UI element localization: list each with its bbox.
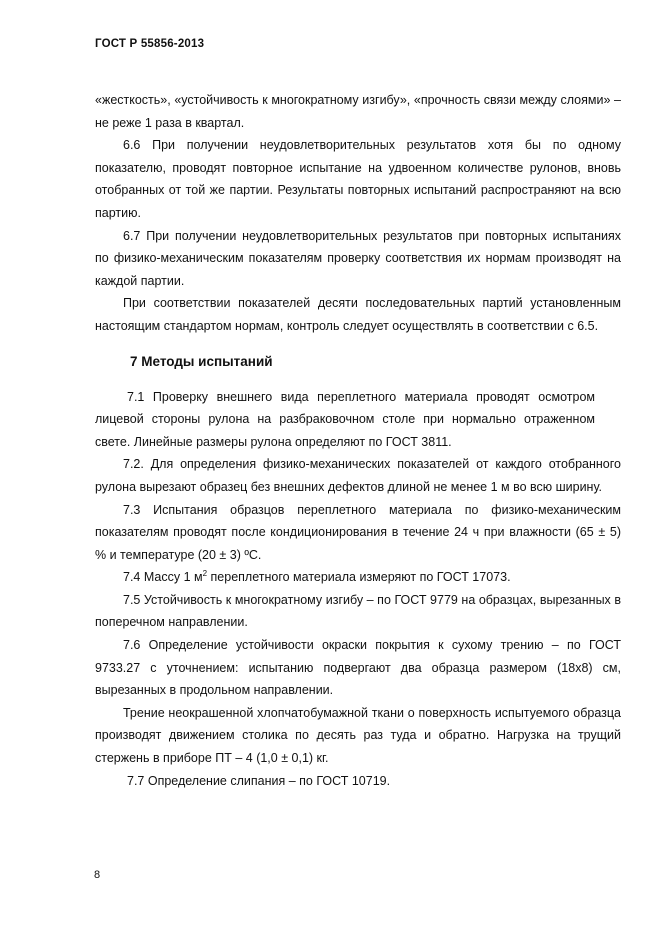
paragraph-7-3: 7.3 Испытания образцов переплетного материала по физико-механическим показателям проводят после кондиционирования в течение 24 ч при влажности (65 ± 5) % и температуре (20 ± 3) ºС. — [95, 502, 621, 562]
paragraph-7-2: 7.2. Для определения физико-механических показателей от каждого отобранного рулона вырезают образец без внешних дефектов длиной не менее 1 м во всю ширину. — [95, 457, 621, 494]
document-body — [95, 89, 621, 792]
paragraph-7-6: 7.6 Определение устойчивости окраски покрытия к сухому трению – по ГОСТ 9733.27 с уточнением: испытанию подвергают два образца размером (18x8) см, вырезанных в продольном направлении. — [95, 638, 621, 698]
paragraph-6-7-continued: При соответствии показателей десяти последовательных партий установленным настоящим стандартом нормам, контроль следует осуществлять в соответствии с 6.5. — [95, 296, 621, 333]
paragraph-7-1: 7.1 Проверку внешнего вида переплетного материала проводят осмотром лицевой стороны рулона на разбраковочном столе при нормально отраженном свете. Линейные размеры рулона определяют по ГОСТ 3811. — [95, 389, 595, 449]
paragraph-6-7: 6.7 При получении неудовлетворительных результатов при повторных испытаниях по физико-механическим показателям проверку соответствия их нормам производят на каждой партии. — [95, 228, 621, 288]
paragraph-continuation: «жесткость», «устойчивость к многократному изгибу», «прочность связи между слоями» – не реже 1 раза в квартал. — [95, 93, 621, 130]
paragraph-7-4-text-end: переплетного материала измеряют по ГОСТ 17073. — [207, 570, 511, 585]
paragraph-7-7: 7.7 Определение слипания – по ГОСТ 10719. — [127, 773, 391, 788]
paragraph-6-6: 6.6 При получении неудовлетворительных результатов хотя бы по одному показателю, проводят повторное испытание на удвоенном количестве рулонов, вновь отобранных от той же партии. Результаты повторных испытаний распространяют на всю партию. — [95, 138, 621, 220]
paragraph-7-5: 7.5 Устойчивость к многократному изгибу – по ГОСТ 9779 на образцах, вырезанных в поперечном направлении. — [95, 592, 621, 630]
paragraph-7-4-text-start: 7.4 Массу 1 м — [123, 570, 203, 585]
paragraph-7-6-friction: Трение неокрашенной хлопчатобумажной ткани о поверхность испытуемого образца производят движением столика по десять раз туда и обратно. Нагрузка на трущий стержень в приборе ПТ – 4 (1,0 ± 0,1) кг. — [95, 705, 621, 766]
section-heading: 7 Методы испытаний — [130, 353, 273, 369]
document-header: ГОСТ Р 55856-2013 — [95, 38, 205, 50]
page-number: 8 — [94, 869, 101, 881]
paragraph-7-4 — [95, 566, 621, 589]
superscript-2: 2 — [202, 569, 208, 579]
